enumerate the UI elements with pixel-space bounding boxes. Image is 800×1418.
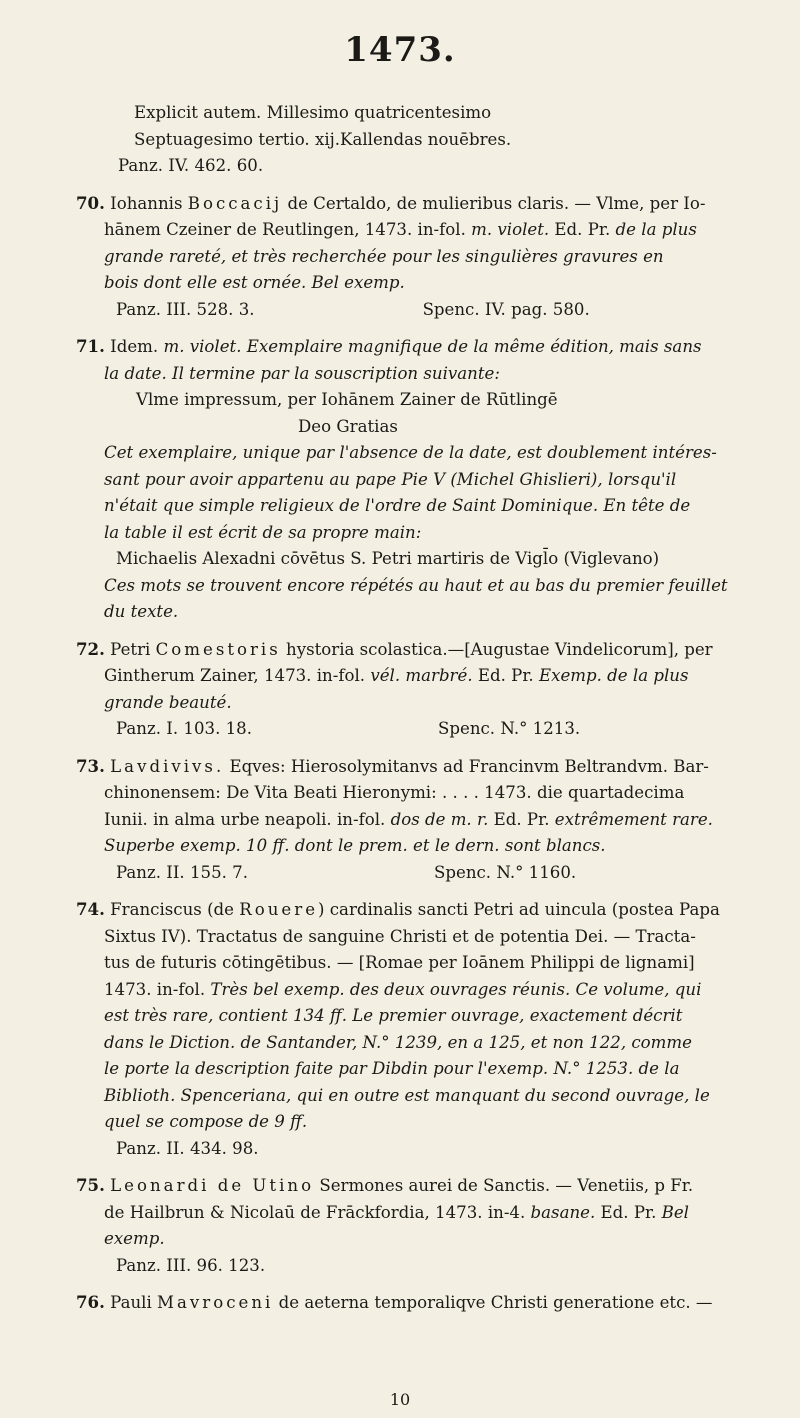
entry-text: Ed. Pr. <box>488 809 555 829</box>
entry-text: hānem Czeiner de Reutlingen, 1473. in-fol. <box>104 220 472 239</box>
entry-text: Franciscus (de <box>110 900 240 919</box>
entry-text: tus de futuris cōtingētibus. — [Romae per Ioānem Philippi de lignami] <box>104 953 695 972</box>
intro-line-1: Explicit autem. Millesimo quatricentesimo <box>134 103 492 122</box>
author-name: Comestoris <box>155 639 281 659</box>
entry-number: 71. <box>76 336 105 356</box>
entry-note: le porte la description faite par Dibdin pour l'exemp. N.° 1253. de la <box>104 1059 680 1078</box>
reference-panzer: Panz. II. 155. 7. <box>116 862 249 882</box>
reference-spencer: Spenc. N.° 1160. <box>434 862 577 882</box>
entry-text: de Hailbrun & Nicolaū de Frāckfordia, 1473. in-4. <box>104 1202 531 1222</box>
entry-note: de la plus <box>615 220 697 239</box>
reference-panzer: Panz. III. 96. 123. <box>116 1255 266 1275</box>
binding-note: dos de m. r. <box>390 809 489 829</box>
signature-mark: 10 <box>389 1390 411 1409</box>
entry-text: Pauli <box>110 1293 158 1312</box>
entry-note: Exemp. de la plus <box>538 666 689 685</box>
entry-number: 74. <box>76 899 105 919</box>
reference-panzer: Panz. II. 434. 98. <box>116 1138 259 1158</box>
entry-text: Iohannis <box>110 193 188 213</box>
entry-note: Biblioth. Spenceriana, qui en outre est manquant du second ouvrage, le <box>104 1085 710 1105</box>
entry-76 <box>76 1289 758 1317</box>
entry-text: Ed. Pr. <box>595 1202 662 1222</box>
entry-73 <box>76 753 758 887</box>
author-name: Rouere <box>239 900 319 919</box>
entry-note: dans le Diction. de Santander, N.° 1239, en a 125, et non 122, comme <box>104 1032 692 1052</box>
reference-spencer: Spenc. N.° 1213. <box>438 719 581 738</box>
entry-note: m. violet. Exemplaire magnifique de la même édition, mais sans <box>163 337 702 356</box>
entry-72 <box>76 636 758 743</box>
entry-note: Bel <box>661 1202 689 1222</box>
catalogue-body <box>76 100 758 1317</box>
binding-note: basane. <box>530 1202 596 1222</box>
entry-note: grande rareté, et très recherchée pour les singulières gravures en <box>104 246 664 266</box>
reference-panzer: Panz. I. 103. 18. <box>116 719 253 738</box>
entry-number: 73. <box>76 755 105 776</box>
intro-reference <box>76 153 758 180</box>
reference-spencer: Spenc. IV. pag. 580. <box>422 299 590 319</box>
entry-text: ) cardinalis sancti Petri ad uincula (postea Papa <box>318 900 720 919</box>
entry-text: Iunii. in alma urbe neapoli. in-fol. <box>104 809 391 829</box>
colophon-intro <box>76 100 758 153</box>
entry-text: chinonensem: De Vita Beati Hieronymi: . . . . 1473. die quartadecima <box>104 783 685 802</box>
entry-74 <box>76 896 758 1162</box>
entry-text: Petri <box>110 639 156 659</box>
entry-text: de Certaldo, de mulieribus claris. — Vlme, per Io- <box>282 193 706 213</box>
intro-line-2: Septuagesimo tertio. xij.Kallendas nouēbres. <box>134 129 512 149</box>
entry-text: 1473. in-fol. <box>104 979 211 999</box>
entry-75 <box>76 1172 758 1279</box>
entry-text: Ed. Pr. <box>472 666 539 685</box>
entry-number: 76. <box>76 1292 105 1312</box>
entry-text: Gintherum Zainer, 1473. in-fol. <box>104 666 371 685</box>
entry-note: quel se compose de 9 ff. <box>104 1112 308 1131</box>
author-name: Mavroceni <box>157 1293 274 1312</box>
entry-text: Ed. Pr. <box>549 220 616 239</box>
entry-note: du texte. <box>104 602 179 621</box>
entry-note: la table il est écrit de sa propre main: <box>104 522 422 542</box>
entry-note: est très rare, contient 134 ff. Le premier ouvrage, exactement décrit <box>104 1006 683 1025</box>
page-year-heading: 1473. <box>344 30 456 70</box>
entry-text: Sixtus IV). Tractatus de sanguine Christi et de potentia Dei. — Tracta- <box>104 926 696 946</box>
inscription-line: Michaelis Alexadni cōvētus S. Petri martiris de Vigl̄o (Viglevano) <box>116 549 660 568</box>
author-name: Leonardi de Utino <box>110 1176 315 1195</box>
entry-text: Sermones aurei de Sanctis. — Venetiis, p Fr. <box>314 1176 694 1195</box>
entry-71 <box>76 333 758 626</box>
entry-70 <box>76 190 758 324</box>
entry-note: grande beauté. <box>104 692 232 712</box>
entry-text: de aeterna temporaliqve Christi generatione etc. — <box>273 1293 713 1312</box>
entry-note: bois dont elle est ornée. Bel exemp. <box>104 273 405 292</box>
binding-note: vél. marbré. <box>370 666 473 685</box>
entry-text: hystoria scolastica.—[Augustae Vindelicorum], per <box>280 639 713 659</box>
reference-panzer: Panz. III. 528. 3. <box>116 299 255 319</box>
author-name: Lavdivivs. <box>110 756 225 776</box>
entry-note: Ces mots se trouvent encore répétés au haut et au bas du premier feuillet <box>104 575 728 595</box>
binding-note: m. violet. <box>471 220 550 239</box>
entry-text: Idem. <box>110 337 164 356</box>
entry-number: 70. <box>76 192 105 213</box>
entry-note: exemp. <box>104 1229 165 1248</box>
entry-text: Eqves: Hierosolymitanvs ad Francinvm Beltrandvm. Bar- <box>224 756 709 776</box>
intro-line-3: Panz. IV. 462. 60. <box>118 156 264 175</box>
entry-note: n'était que simple religieux de l'ordre de Saint Dominique. En tête de <box>104 496 691 515</box>
entry-note: Très bel exemp. des deux ouvrages réunis. Ce volume, qui <box>210 979 702 999</box>
entry-note: la date. Il termine par la souscription suivante: <box>104 363 500 383</box>
colophon-line: Vlme impressum, per Iohānem Zainer de Rūtlingē <box>136 390 558 409</box>
entry-note: Cet exemplaire, unique par l'absence de la date, est doublement intéres- <box>104 443 717 462</box>
entry-number: 72. <box>76 638 105 659</box>
entry-note: sant pour avoir appartenu au pape Pie V (Michel Ghislieri), lorsqu'il <box>104 469 677 489</box>
colophon-line: Deo Gratias <box>298 416 398 436</box>
author-name: Boccacij <box>187 193 283 213</box>
entry-number: 75. <box>76 1175 105 1195</box>
entry-note: extrêmement rare. <box>554 809 713 829</box>
entry-note: Superbe exemp. 10 ff. dont le prem. et le dern. sont blancs. <box>104 836 606 855</box>
